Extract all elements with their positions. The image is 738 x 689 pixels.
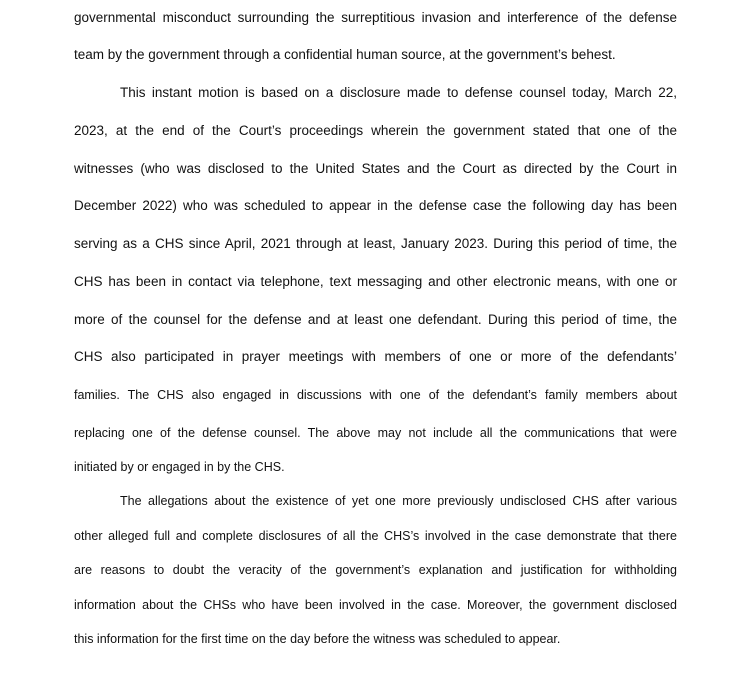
text-line: replacing one of the defense counsel. The above may not include all the communications that were <box>74 426 677 440</box>
text-line: CHS also participated in prayer meetings with members of one or more of the defendants’ <box>74 349 677 364</box>
text-line: other alleged full and complete disclosures of all the CHS’s involved in the case demonstrate that there <box>74 529 677 543</box>
text-line: families. The CHS also engaged in discussions with one of the defendant’s family members about <box>74 388 677 402</box>
text-line: serving as a CHS since April, 2021 through at least, January 2023. During this period of time, the <box>74 236 677 251</box>
text-line: information about the CHSs who have been involved in the case. Moreover, the government disclosed <box>74 598 677 612</box>
text-line: This instant motion is based on a disclosure made to defense counsel today, March 22, <box>120 85 677 100</box>
text-line: more of the counsel for the defense and at least one defendant. During this period of time, the <box>74 312 677 327</box>
text-line: initiated by or engaged in by the CHS. <box>74 460 285 474</box>
text-line: The allegations about the existence of yet one more previously undisclosed CHS after various <box>120 494 677 508</box>
text-line: team by the government through a confidential human source, at the government’s behest. <box>74 47 616 62</box>
text-line: witnesses (who was disclosed to the United States and the Court as directed by the Court in <box>74 161 677 176</box>
text-line: December 2022) who was scheduled to appear in the defense case the following day has been <box>74 198 677 213</box>
text-line: CHS has been in contact via telephone, text messaging and other electronic means, with one or <box>74 274 677 289</box>
text-line: governmental misconduct surrounding the surreptitious invasion and interference of the defense <box>74 10 677 25</box>
text-line: 2023, at the end of the Court’s proceedings wherein the government stated that one of the <box>74 123 677 138</box>
text-line: are reasons to doubt the veracity of the government’s explanation and justification for withholding <box>74 563 677 577</box>
text-line: this information for the first time on the day before the witness was scheduled to appear. <box>74 632 561 646</box>
